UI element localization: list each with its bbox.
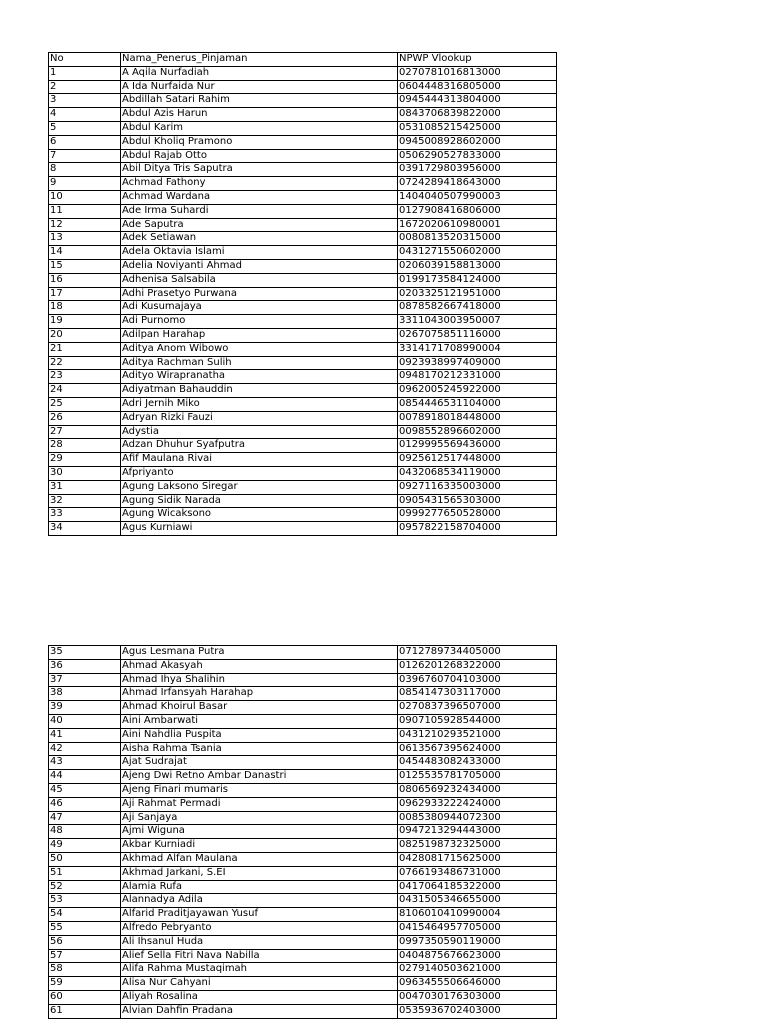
table-row: [49, 232, 557, 246]
borrower-name: Adryan Rizki Fauzi: [121, 411, 398, 425]
borrower-name: A Ida Nurfaida Nur: [121, 80, 398, 94]
row-number: 59: [49, 977, 121, 991]
table-row: [49, 494, 557, 508]
row-number: 39: [49, 701, 121, 715]
row-number: 51: [49, 866, 121, 880]
borrower-name: Adystia: [121, 425, 398, 439]
borrower-name: Afif Maulana Rivai: [121, 453, 398, 467]
borrower-name: Alief Sella Fitri Nava Nabilla: [121, 949, 398, 963]
row-number: 37: [49, 673, 121, 687]
row-number: 12: [49, 218, 121, 232]
table-row: [49, 315, 557, 329]
table-row: [49, 894, 557, 908]
borrower-name: Aditya Anom Wibowo: [121, 342, 398, 356]
row-number: 35: [49, 646, 121, 660]
row-number: 13: [49, 232, 121, 246]
npwp-value: 0843706839822000: [398, 108, 557, 122]
npwp-value: 0535936702403000: [398, 1004, 557, 1018]
borrower-name: Abdul Karim: [121, 121, 398, 135]
table-row: [49, 963, 557, 977]
npwp-value: 0825198732325000: [398, 839, 557, 853]
table-row: [49, 839, 557, 853]
borrower-name: Adhi Prasetyo Purwana: [121, 287, 398, 301]
borrower-name: Alifa Rahma Mustaqimah: [121, 963, 398, 977]
table-row: [49, 825, 557, 839]
borrower-name: Ade Saputra: [121, 218, 398, 232]
borrower-name: Alfredo Pebryanto: [121, 921, 398, 935]
borrower-name: Adityo Wirapranatha: [121, 370, 398, 384]
row-number: 3: [49, 94, 121, 108]
npwp-value: 0997350590119000: [398, 935, 557, 949]
row-number: 38: [49, 687, 121, 701]
row-number: 9: [49, 177, 121, 191]
row-number: 47: [49, 811, 121, 825]
row-number: 6: [49, 135, 121, 149]
row-number: 61: [49, 1004, 121, 1018]
row-number: 52: [49, 880, 121, 894]
table-row: [49, 687, 557, 701]
table-row: [49, 108, 557, 122]
table-row: [49, 121, 557, 135]
npwp-value: 0098552896602000: [398, 425, 557, 439]
header-row: [49, 53, 557, 67]
table-row: [49, 797, 557, 811]
row-number: 46: [49, 797, 121, 811]
npwp-value: 0999277650528000: [398, 508, 557, 522]
table-row: [49, 770, 557, 784]
row-number: 28: [49, 439, 121, 453]
borrower-name: Aji Sanjaya: [121, 811, 398, 825]
table-row: [49, 342, 557, 356]
table-row: [49, 646, 557, 660]
borrower-name: Agus Kurniawi: [121, 522, 398, 536]
borrower-name: Ajeng Finari mumaris: [121, 783, 398, 797]
borrower-name: Afpriyanto: [121, 466, 398, 480]
row-number: 55: [49, 921, 121, 935]
npwp-value: 0948170212331000: [398, 370, 557, 384]
npwp-value: 0531085215425000: [398, 121, 557, 135]
borrower-name: Alvian Dahfin Pradana: [121, 1004, 398, 1018]
table-row: [49, 935, 557, 949]
table-row: [49, 135, 557, 149]
row-number: 21: [49, 342, 121, 356]
borrower-name: Alfarid Praditjayawan Yusuf: [121, 908, 398, 922]
table-row: [49, 977, 557, 991]
table-row: [49, 287, 557, 301]
table-row: [49, 439, 557, 453]
table-row: [49, 522, 557, 536]
npwp-value: 0078918018448000: [398, 411, 557, 425]
table-row: [49, 852, 557, 866]
row-number: 34: [49, 522, 121, 536]
borrower-name: Adela Oktavia Islami: [121, 246, 398, 260]
borrower-name: Agung Laksono Siregar: [121, 480, 398, 494]
npwp-value: 0415464957705000: [398, 921, 557, 935]
npwp-value: 0267075851116000: [398, 328, 557, 342]
row-number: 54: [49, 908, 121, 922]
row-number: 30: [49, 466, 121, 480]
npwp-value: 0962005245922000: [398, 384, 557, 398]
row-number: 14: [49, 246, 121, 260]
row-number: 45: [49, 783, 121, 797]
npwp-value: 0431505346655000: [398, 894, 557, 908]
borrower-name: Abdul Kholiq Pramono: [121, 135, 398, 149]
row-number: 43: [49, 756, 121, 770]
table-row: [49, 466, 557, 480]
npwp-value: 0766193486731000: [398, 866, 557, 880]
table-row: [49, 756, 557, 770]
npwp-value: 0279140503621000: [398, 963, 557, 977]
borrower-name: Ahmad Irfansyah Harahap: [121, 687, 398, 701]
borrower-name: Abdul Rajab Otto: [121, 149, 398, 163]
borrower-name: Adi Kusumajaya: [121, 301, 398, 315]
borrower-name: Agung Wicaksono: [121, 508, 398, 522]
table-row: [49, 190, 557, 204]
npwp-value: 0047030176303000: [398, 990, 557, 1004]
table-row: [49, 356, 557, 370]
row-number: 2: [49, 80, 121, 94]
table-row: [49, 880, 557, 894]
row-number: 15: [49, 259, 121, 273]
npwp-value: 0878582667418000: [398, 301, 557, 315]
npwp-value: 0945008928602000: [398, 135, 557, 149]
table-row: [49, 301, 557, 315]
npwp-value: 0957822158704000: [398, 522, 557, 536]
row-number: 60: [49, 990, 121, 1004]
borrower-name: Ali Ihsanul Huda: [121, 935, 398, 949]
npwp-value: 1672020610980001: [398, 218, 557, 232]
table-row: [49, 714, 557, 728]
npwp-value: 0391729803956000: [398, 163, 557, 177]
table-row: [49, 921, 557, 935]
borrower-name: Ajeng Dwi Retno Ambar Danastri: [121, 770, 398, 784]
table-row: [49, 177, 557, 191]
table-row: [49, 659, 557, 673]
row-number: 8: [49, 163, 121, 177]
npwp-value: 0206039158813000: [398, 259, 557, 273]
npwp-value: 0432068534119000: [398, 466, 557, 480]
row-number: 29: [49, 453, 121, 467]
npwp-value: 0126201268322000: [398, 659, 557, 673]
row-number: 56: [49, 935, 121, 949]
table-row: [49, 990, 557, 1004]
row-number: 31: [49, 480, 121, 494]
table-row: [49, 411, 557, 425]
row-number: 57: [49, 949, 121, 963]
table-row: [49, 163, 557, 177]
borrower-name: Adi Purnomo: [121, 315, 398, 329]
row-number: 23: [49, 370, 121, 384]
npwp-value: 0724289418643000: [398, 177, 557, 191]
row-number: 17: [49, 287, 121, 301]
borrower-name: Adzan Dhuhur Syafputra: [121, 439, 398, 453]
borrower-name: Aliyah Rosalina: [121, 990, 398, 1004]
row-number: 53: [49, 894, 121, 908]
table-row: [49, 1004, 557, 1018]
npwp-value: 3311043003950007: [398, 315, 557, 329]
npwp-value: 0080813520315000: [398, 232, 557, 246]
row-number: 40: [49, 714, 121, 728]
npwp-value: 0712789734405000: [398, 646, 557, 660]
table-row: [49, 701, 557, 715]
npwp-value: 0963455506646000: [398, 977, 557, 991]
borrower-name: Adek Setiawan: [121, 232, 398, 246]
row-number: 48: [49, 825, 121, 839]
npwp-value: 0506290527833000: [398, 149, 557, 163]
borrower-name: Akbar Kurniadi: [121, 839, 398, 853]
borrower-name: Ahmad Akasyah: [121, 659, 398, 673]
npwp-value: 0907105928544000: [398, 714, 557, 728]
borrower-name: Aisha Rahma Tsania: [121, 742, 398, 756]
data-table-1: [48, 52, 557, 536]
npwp-value: 0604448316805000: [398, 80, 557, 94]
table-row: [49, 149, 557, 163]
row-number: 49: [49, 839, 121, 853]
row-number: 1: [49, 66, 121, 80]
npwp-value: 0127908416806000: [398, 204, 557, 218]
table-row: [49, 384, 557, 398]
borrower-name: Alisa Nur Cahyani: [121, 977, 398, 991]
npwp-value: 0199173584124000: [398, 273, 557, 287]
npwp-value: 0270781016813000: [398, 66, 557, 80]
table-row: [49, 453, 557, 467]
table-row: [49, 728, 557, 742]
borrower-name: Ajmi Wiguna: [121, 825, 398, 839]
npwp-value: 0085380944072300: [398, 811, 557, 825]
npwp-value: 1404040507990003: [398, 190, 557, 204]
row-number: 25: [49, 397, 121, 411]
npwp-value: 0417064185322000: [398, 880, 557, 894]
npwp-value: 0927116335003000: [398, 480, 557, 494]
npwp-value: 0270837396507000: [398, 701, 557, 715]
table-row: [49, 94, 557, 108]
borrower-name: Achmad Wardana: [121, 190, 398, 204]
npwp-value: 0129995569436000: [398, 439, 557, 453]
row-number: 7: [49, 149, 121, 163]
borrower-name: A Aqila Nurfadiah: [121, 66, 398, 80]
npwp-value: 0947213294443000: [398, 825, 557, 839]
npwp-value: 0203325121951000: [398, 287, 557, 301]
row-number: 33: [49, 508, 121, 522]
borrower-name: Adhenisa Salsabila: [121, 273, 398, 287]
npwp-value: 8106010410990004: [398, 908, 557, 922]
borrower-name: Aji Rahmat Permadi: [121, 797, 398, 811]
borrower-name: Alannadya Adila: [121, 894, 398, 908]
borrower-name: Ahmad Khoirul Basar: [121, 701, 398, 715]
table-row: [49, 66, 557, 80]
table-row: [49, 508, 557, 522]
row-number: 36: [49, 659, 121, 673]
row-number: 5: [49, 121, 121, 135]
borrower-name: Achmad Fathony: [121, 177, 398, 191]
table-row: [49, 949, 557, 963]
table-row: [49, 246, 557, 260]
npwp-value: 0428081715625000: [398, 852, 557, 866]
table-row: [49, 273, 557, 287]
npwp-value: 0613567395624000: [398, 742, 557, 756]
row-number: 41: [49, 728, 121, 742]
npwp-value: 0454483082433000: [398, 756, 557, 770]
npwp-value: 0962933222424000: [398, 797, 557, 811]
borrower-name: Akhmad Alfan Maulana: [121, 852, 398, 866]
row-number: 22: [49, 356, 121, 370]
npwp-value: 0925612517448000: [398, 453, 557, 467]
table-row: [49, 742, 557, 756]
npwp-value: 0806569232434000: [398, 783, 557, 797]
npwp-value: 0431210293521000: [398, 728, 557, 742]
borrower-name: Aditya Rachman Sulih: [121, 356, 398, 370]
borrower-name: Adilpan Harahap: [121, 328, 398, 342]
borrower-name: Agus Lesmana Putra: [121, 646, 398, 660]
header-name: Nama_Penerus_Pinjaman: [121, 53, 398, 67]
table-row: [49, 811, 557, 825]
table-row: [49, 204, 557, 218]
borrower-name: Agung Sidik Narada: [121, 494, 398, 508]
npwp-value: 3314171708990004: [398, 342, 557, 356]
row-number: 19: [49, 315, 121, 329]
table-row: [49, 480, 557, 494]
row-number: 20: [49, 328, 121, 342]
row-number: 44: [49, 770, 121, 784]
npwp-value: 0854147303117000: [398, 687, 557, 701]
row-number: 18: [49, 301, 121, 315]
row-number: 16: [49, 273, 121, 287]
table-row: [49, 425, 557, 439]
npwp-value: 0905431565303000: [398, 494, 557, 508]
npwp-value: 0854446531104000: [398, 397, 557, 411]
borrower-name: Ajat Sudrajat: [121, 756, 398, 770]
borrower-name: Abdillah Satari Rahim: [121, 94, 398, 108]
borrower-name: Adiyatman Bahauddin: [121, 384, 398, 398]
table-row: [49, 218, 557, 232]
header-no: No: [49, 53, 121, 67]
row-number: 42: [49, 742, 121, 756]
table-row: [49, 673, 557, 687]
table-row: [49, 370, 557, 384]
row-number: 10: [49, 190, 121, 204]
row-number: 26: [49, 411, 121, 425]
table-row: [49, 866, 557, 880]
table-row: [49, 80, 557, 94]
row-number: 24: [49, 384, 121, 398]
data-table-2: [48, 645, 557, 1019]
table-row: [49, 328, 557, 342]
borrower-name: Aini Ambarwati: [121, 714, 398, 728]
npwp-value: 0923938997409000: [398, 356, 557, 370]
npwp-value: 0396760704103000: [398, 673, 557, 687]
table-row: [49, 783, 557, 797]
table-row: [49, 259, 557, 273]
borrower-name: Adelia Noviyanti Ahmad: [121, 259, 398, 273]
row-number: 4: [49, 108, 121, 122]
table-row: [49, 397, 557, 411]
borrower-name: Alamia Rufa: [121, 880, 398, 894]
npwp-value: 0945444313804000: [398, 94, 557, 108]
borrower-name: Ade Irma Suhardi: [121, 204, 398, 218]
borrower-name: Aini Nahdlia Puspita: [121, 728, 398, 742]
npwp-value: 0404875676623000: [398, 949, 557, 963]
borrower-name: Adri Jernih Miko: [121, 397, 398, 411]
borrower-name: Akhmad Jarkani, S.EI: [121, 866, 398, 880]
row-number: 27: [49, 425, 121, 439]
borrower-name: Abil Ditya Tris Saputra: [121, 163, 398, 177]
borrower-name: Abdul Azis Harun: [121, 108, 398, 122]
table-row: [49, 908, 557, 922]
borrower-name: Ahmad Ihya Shalihin: [121, 673, 398, 687]
row-number: 50: [49, 852, 121, 866]
row-number: 58: [49, 963, 121, 977]
row-number: 32: [49, 494, 121, 508]
npwp-value: 0125535781705000: [398, 770, 557, 784]
row-number: 11: [49, 204, 121, 218]
npwp-value: 0431271550602000: [398, 246, 557, 260]
header-npwp: NPWP Vlookup: [398, 53, 557, 67]
